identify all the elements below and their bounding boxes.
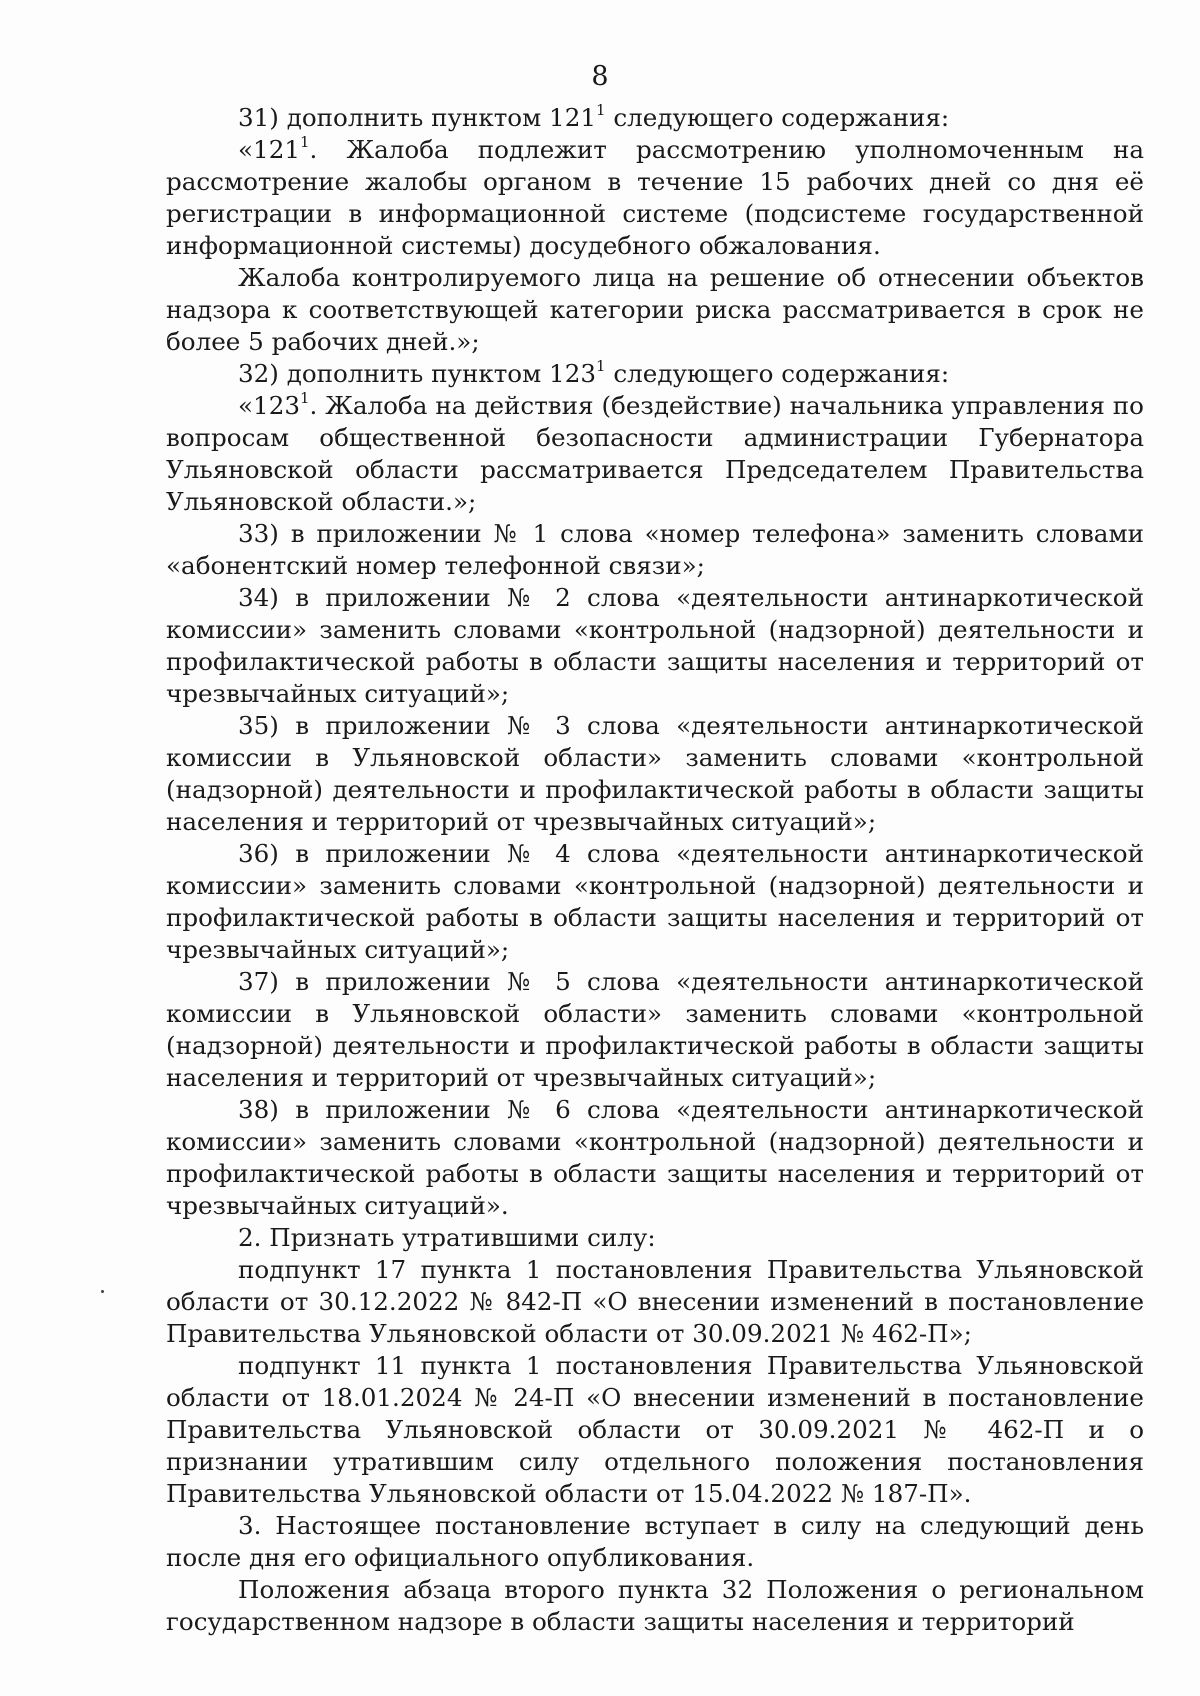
paragraph-38: 38) в приложении № 6 слова «деятельности антинаркотической комиссии» заменить словами «контрольной (надзорной) деятельности и профилактической работы в области защиты населения и территорий от чрезвычайных ситуаций». <box>166 1095 1144 1220</box>
section-2-item-2: подпункт 11 пункта 1 постановления Правительства Ульяновской области от 18.01.2024 № 24-П «О внесении изменений в постановление Правительства Ульяновской области от 30.09.2021 № 462-П и о признании утратившим силу отдельного положения постановления Правительства Ульяновской области от 15.04.2022 № 187-П». <box>166 1351 1144 1508</box>
paragraph-31-quote <box>166 134 1144 262</box>
paragraph-31-quote-second: Жалоба контролируемого лица на решение об отнесении объектов надзора к соответствующей категории риска рассматривается в срок не более 5 рабочих дней.»; <box>166 263 1144 356</box>
paragraph-31-quote-start: «121 <box>238 135 300 164</box>
paragraph-32-quote-text: . Жалоба на действия (бездействие) начальника управления по вопросам общественной безопасности администрации Губернатора Ульяновской области рассматривается Председателем Правительства Ульяновской области.»; <box>166 391 1144 516</box>
paragraph-32-intro-text: 32) дополнить пунктом 123 <box>238 359 597 388</box>
paragraph-32-intro-text-end: следующего содержания: <box>605 359 950 388</box>
paragraph-32-intro <box>166 358 1144 390</box>
page-number: 8 <box>591 61 609 92</box>
paragraph-31-intro-text: 31) дополнить пунктом 121 <box>238 103 597 132</box>
paragraph-32-quote <box>166 390 1144 518</box>
paragraph-33: 33) в приложении № 1 слова «номер телефона» заменить словами «абонентский номер телефонной связи»; <box>166 519 1144 580</box>
document-body <box>166 102 1144 1638</box>
paragraph-37: 37) в приложении № 5 слова «деятельности антинаркотической комиссии в Ульяновской области» заменить словами «контрольной (надзорной) деятельности и профилактической работы в области защиты населения и территорий от чрезвычайных ситуаций»; <box>166 967 1144 1092</box>
section-2-title: 2. Признать утратившими силу: <box>238 1223 656 1252</box>
paragraph-36: 36) в приложении № 4 слова «деятельности антинаркотической комиссии» заменить словами «контрольной (надзорной) деятельности и профилактической работы в области защиты населения и территорий от чрезвычайных ситуаций»; <box>166 839 1144 964</box>
section-2-item-1: подпункт 17 пункта 1 постановления Правительства Ульяновской области от 30.12.2022 № 842-П «О внесении изменений в постановление Правительства Ульяновской области от 30.09.2021 № 462-П»; <box>166 1255 1144 1348</box>
scan-speck <box>101 1290 104 1293</box>
superscript: 1 <box>300 389 310 407</box>
paragraph-34: 34) в приложении № 2 слова «деятельности антинаркотической комиссии» заменить словами «контрольной (надзорной) деятельности и профилактической работы в области защиты населения и территорий от чрезвычайных ситуаций»; <box>166 583 1144 708</box>
superscript: 1 <box>596 101 606 119</box>
section-3: 3. Настоящее постановление вступает в силу на следующий день после дня его официального опубликования. <box>166 1511 1144 1572</box>
section-3-continuation: Положения абзаца второго пункта 32 Положения о региональном государственном надзоре в области защиты населения и территорий <box>166 1575 1144 1636</box>
superscript: 1 <box>596 357 606 375</box>
paragraph-31-quote-text: . Жалоба подлежит рассмотрению уполномоченным на рассмотрение жалобы органом в течение 15 рабочих дней со дня её регистрации в информационной системе (подсистеме государственной информационной системы) досудебного обжалования. <box>166 135 1144 260</box>
paragraph-31-intro <box>166 102 1144 134</box>
superscript: 1 <box>300 133 310 151</box>
paragraph-35: 35) в приложении № 3 слова «деятельности антинаркотической комиссии в Ульяновской области» заменить словами «контрольной (надзорной) деятельности и профилактической работы в области защиты населения и территорий от чрезвычайных ситуаций»; <box>166 711 1144 836</box>
paragraph-31-intro-text-end: следующего содержания: <box>605 103 950 132</box>
paragraph-32-quote-start: «123 <box>238 391 300 420</box>
